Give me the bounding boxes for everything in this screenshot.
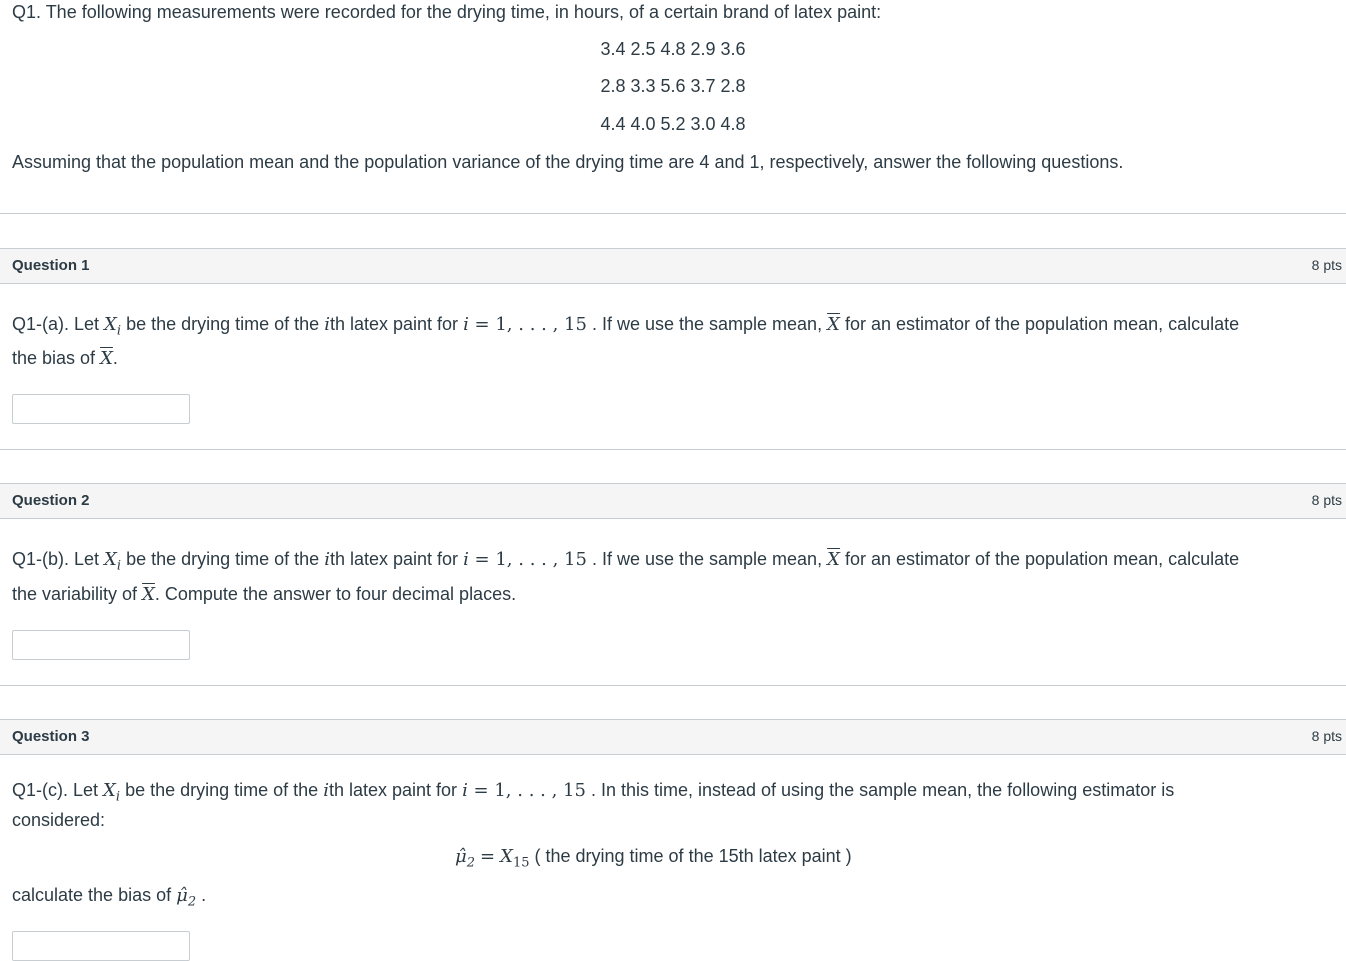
question-2-answer-input[interactable] xyxy=(12,630,190,660)
question-3-text-line2: considered: xyxy=(12,810,106,830)
question-1-header xyxy=(0,248,1346,284)
question-1-title: Question 1 xyxy=(12,257,90,274)
question-3-title: Question 3 xyxy=(12,728,90,745)
question-1-text-line2: the bias of $\overline{X}$. xyxy=(12,348,118,369)
intro-prompt: Q1. The following measurements were recorded for the drying time, in hours, of a certain brand of latex paint: xyxy=(12,2,882,22)
data-row-3: 4.4 4.0 5.2 3.0 4.8 xyxy=(600,114,746,134)
question-1-answer-input[interactable] xyxy=(12,394,190,424)
question-3-text-line1: Q1-(c). Let $X_i$ be the drying time of the ith latex paint for i = 1, . . . , 15 . In this time, instead of using the sample mean, the following estimator is xyxy=(12,780,1175,805)
question-2-points: 8 pts xyxy=(1311,492,1342,508)
divider xyxy=(0,213,1346,214)
question-2-text-line2: the variability of $\overline{X}$. Compute the answer to four decimal places. xyxy=(12,584,517,605)
question-2-text-line1: Q1-(b). Let $X_i$ be the drying time of the ith latex paint for i = 1, . . . , 15 . If we use the sample mean, $\overline{X}$ for an estimator of the population mean, calculate xyxy=(12,549,1240,574)
data-row-1: 3.4 2.5 4.8 2.9 3.6 xyxy=(600,39,746,59)
question-2-title: Question 2 xyxy=(12,492,90,509)
math-xi: $X_i$ xyxy=(104,314,122,339)
intro-assumption: Assuming that the population mean and the population variance of the drying time are 4 and 1, respectively, answer the following questions. xyxy=(12,152,1124,172)
question-3-points: 8 pts xyxy=(1311,728,1342,744)
divider xyxy=(0,449,1346,450)
question-3-bias-text: calculate the bias of $\mû_2$ . xyxy=(12,885,207,910)
divider xyxy=(0,685,1346,686)
question-1-text-line1: Q1-(a). Let $X_i$ be the drying time of the ith latex paint for i = 1, . . . , 15 . If we use the sample mean, $\overline{X}$ for an estimator of the population mean, calculate xyxy=(12,314,1240,339)
question-2-header xyxy=(0,483,1346,519)
data-row-2: 2.8 3.3 5.6 3.7 2.8 xyxy=(600,76,746,96)
estimator-formula: $\mû_2 = X_{15}$ ( the drying time of the 15th latex paint ) xyxy=(455,846,852,871)
question-3-answer-input[interactable] xyxy=(12,931,190,961)
math-xbar: $\overline{X}$ xyxy=(827,314,840,335)
question-3-header xyxy=(0,719,1346,755)
question-1-points: 8 pts xyxy=(1311,257,1342,273)
